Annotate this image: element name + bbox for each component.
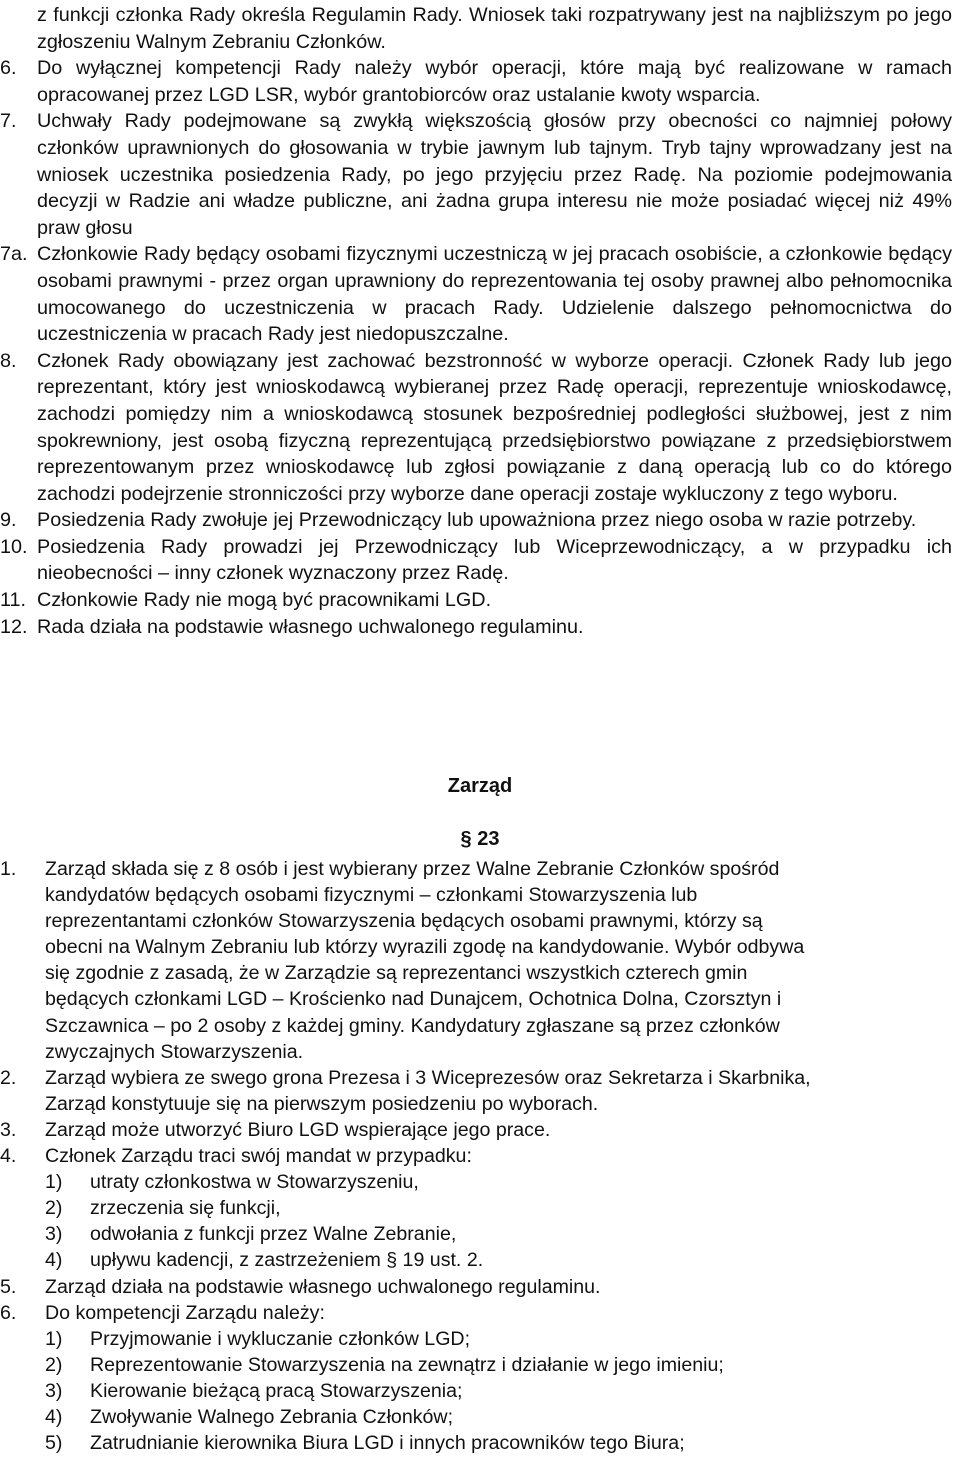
item-text-line: będących członkami LGD – Krościenko nad Dunajcem, Ochotnica Dolna, Czorsztyn i (45, 988, 782, 1011)
section-heading: Zarząd (447, 775, 513, 797)
item-text-line: Zarząd składa się z 8 osób i jest wybierany przez Walne Zebranie Członków spośród (45, 858, 780, 880)
rada-list-item (0, 587, 960, 614)
sub-item-number: 5) (45, 1432, 63, 1455)
item-text-line: Szczawnica – po 2 osoby z każdej gminy. Kandydatury zgłaszane są przez członków (45, 1014, 780, 1037)
rada-list (0, 55, 960, 640)
item-number: 9. (0, 509, 17, 532)
sub-item-number: 2) (45, 1353, 63, 1376)
item-text-line: obecni na Walnym Zebraniu lub którzy wyrazili zgodę na kandydowanie. Wybór odbywa (45, 936, 805, 959)
rada-list-item (0, 348, 960, 508)
item-text-line: kandydatów będących osobami fizycznymi – członkami Stowarzyszenia lub (45, 884, 698, 907)
sub-item-number: 3) (45, 1223, 63, 1246)
paragraph-number: § 23 (460, 828, 500, 850)
sub-item-text: upływu kadencji, z zastrzeżeniem § 19 ust. 2. (90, 1249, 484, 1272)
zarzad-list-item (0, 1117, 960, 1143)
zarzad-list-item (0, 1065, 960, 1117)
sub-item-text: Zwoływanie Walnego Zebrania Członków; (90, 1405, 454, 1428)
rada-list-item (0, 507, 960, 534)
item-text-line: Członek Zarządu traci swój mandat w przypadku: (45, 1145, 472, 1168)
item-text-line: Zarząd działa na podstawie własnego uchwalonego regulaminu. (45, 1275, 601, 1298)
item-number: 3. (0, 1118, 17, 1141)
item-text-line: się zgodnie z zasadą, że w Zarządzie są reprezentanci wszystkich czterech gmin (45, 962, 748, 985)
rada-list-item (0, 55, 960, 108)
rada-intro-paragraph (0, 2, 960, 55)
item-number: 4. (0, 1145, 17, 1168)
sub-list-item (45, 1430, 930, 1456)
sub-list-item (45, 1378, 930, 1404)
rada-list-item (0, 614, 960, 641)
item-text-line: zwyczajnych Stowarzyszenia. (45, 1040, 304, 1063)
item-number: 2. (0, 1066, 17, 1089)
sub-item-text: odwołania z funkcji przez Walne Zebranie, (90, 1223, 457, 1246)
rada-section (0, 2, 960, 640)
sub-item-number: 2) (45, 1197, 63, 1220)
zarzad-list (0, 856, 960, 1456)
item-text: Rada działa na podstawie własnego uchwalonego regulaminu. (37, 615, 584, 638)
sub-item-number: 1) (45, 1327, 63, 1350)
sub-list-item (45, 1169, 930, 1195)
sub-item-text: utraty członkostwa w Stowarzyszeniu, (90, 1171, 419, 1194)
rada-list-item (0, 534, 960, 587)
item-number: 6. (0, 1301, 17, 1324)
item-text: Członkowie Rady będący osobami fizycznymi uczestniczą w jej pracach osobiście, a członkowie będący osobami prawnymi - przez organ uprawniony do reprezentowania tej osoby prawnej albo pełnomocnika umocowanego do uczestniczenia w pracach Rady. Udzielenie dalszego pełnomocnictwa do uczestniczenia w pracach Rady jest niedopuszczalne. (37, 243, 952, 346)
item-text-line: Do kompetencji Zarządu należy: (45, 1301, 325, 1324)
zarzad-list-item (0, 1143, 960, 1273)
paragraph-text: z funkcji członka Rady określa Regulamin Rady. Wniosek taki rozpatrywany jest na najbliższym po jego zgłoszeniu Walnym Zebraniu Członków. (37, 4, 952, 53)
item-text: Posiedzenia Rady zwołuje jej Przewodniczący lub upoważniona przez niego osoba w razie potrzeby. (37, 509, 917, 532)
sub-list-item (45, 1404, 930, 1430)
item-number: 11. (0, 589, 27, 612)
item-text-line: Zarząd konstytuuje się na pierwszym posiedzeniu po wyborach. (45, 1092, 599, 1115)
sub-list-item (45, 1221, 930, 1247)
item-number: 7a. (0, 243, 28, 266)
item-text: Do wyłącznej kompetencji Rady należy wybór operacji, które mają być realizowane w ramach opracowanej przez LGD LSR, wybór grantobiorców oraz ustalanie kwoty wsparcia. (37, 57, 952, 106)
sub-item-text: Kierowanie bieżącą pracą Stowarzyszenia; (90, 1379, 463, 1402)
item-text-line: Zarząd wybiera ze swego grona Prezesa i 3 Wiceprezesów oraz Sekretarza i Skarbnika, (45, 1066, 811, 1089)
sub-item-number: 1) (45, 1171, 63, 1194)
item-text-line: Zarząd może utworzyć Biuro LGD wspierające jego prace. (45, 1118, 551, 1141)
zarzad-list-item (0, 856, 960, 1065)
sub-list-item (45, 1195, 930, 1221)
item-number: 8. (0, 349, 17, 372)
item-text: Posiedzenia Rady prowadzi jej Przewodniczący lub Wiceprzewodniczący, a w przypadku ich nieobecności – inny członek wyznaczony przez Radę. (37, 535, 952, 585)
item-text-line: reprezentantami członków Stowarzyszenia będących osobami prawnymi, którzy są (45, 910, 763, 933)
sub-item-text: Zatrudnianie kierownika Biura LGD i innych pracowników tego Biura; (90, 1432, 685, 1455)
item-number: 7. (0, 110, 17, 133)
zarzad-list-item (0, 1300, 960, 1457)
zarzad-list-item (0, 1274, 960, 1300)
sub-item-text: Przyjmowanie i wykluczanie członków LGD; (90, 1327, 471, 1350)
sub-list-item (45, 1352, 930, 1378)
sub-item-text: Reprezentowanie Stowarzyszenia na zewnątrz i działanie w jego imieniu; (90, 1353, 724, 1376)
item-text: Członek Rady obowiązany jest zachować bezstronność w wyborze operacji. Członek Rady lub jego reprezentant, który jest wnioskodawcą wybieranej przez Radę operacji, reprezentuje wnioskodawcę, zachodzi pomiędzy nim a wnioskodawcą stosunek bezpośredniej podległości służbowej, jest z nim spokrewniony, jest osobą fizyczną reprezentującą przedsiębiorstwo powiązane z przedsiębiorstwem reprezentowanym przez wnioskodawcę lub zgłosi powiązanie z daną operacją lub co do którego zachodzi podejrzenie stronniczości przy wyborze dane operacji zostaje wykluczony z tego wyboru. (37, 349, 952, 505)
sub-item-text: zrzeczenia się funkcji, (90, 1197, 281, 1220)
sub-list-item (45, 1326, 930, 1352)
item-number: 5. (0, 1275, 17, 1298)
sub-item-number: 4) (45, 1405, 63, 1428)
item-text: Członkowie Rady nie mogą być pracownikami LGD. (37, 589, 492, 612)
item-number: 1. (0, 858, 17, 880)
sub-item-number: 4) (45, 1249, 63, 1272)
item-text: Uchwały Rady podejmowane są zwykłą większością głosów przy obecności co najmniej połowy członków uprawnionych do głosowania w trybie jawnym lub tajnym. Tryb tajny wprowadzany jest na wniosek uczestnika posiedzenia Rady, po jego przyjęciu przez Radę. Na poziomie podejmowania decyzji w Radzie ani władze publiczne, ani żadna grupa interesu nie może posiadać więcej niż 49% praw głosu (37, 110, 952, 239)
item-number: 10. (0, 535, 28, 558)
item-number: 12. (0, 615, 28, 638)
item-number: 6. (0, 57, 17, 80)
rada-list-item (0, 241, 960, 347)
rada-list-item (0, 108, 960, 241)
sub-list-item (45, 1247, 930, 1273)
sub-item-number: 3) (45, 1379, 63, 1402)
